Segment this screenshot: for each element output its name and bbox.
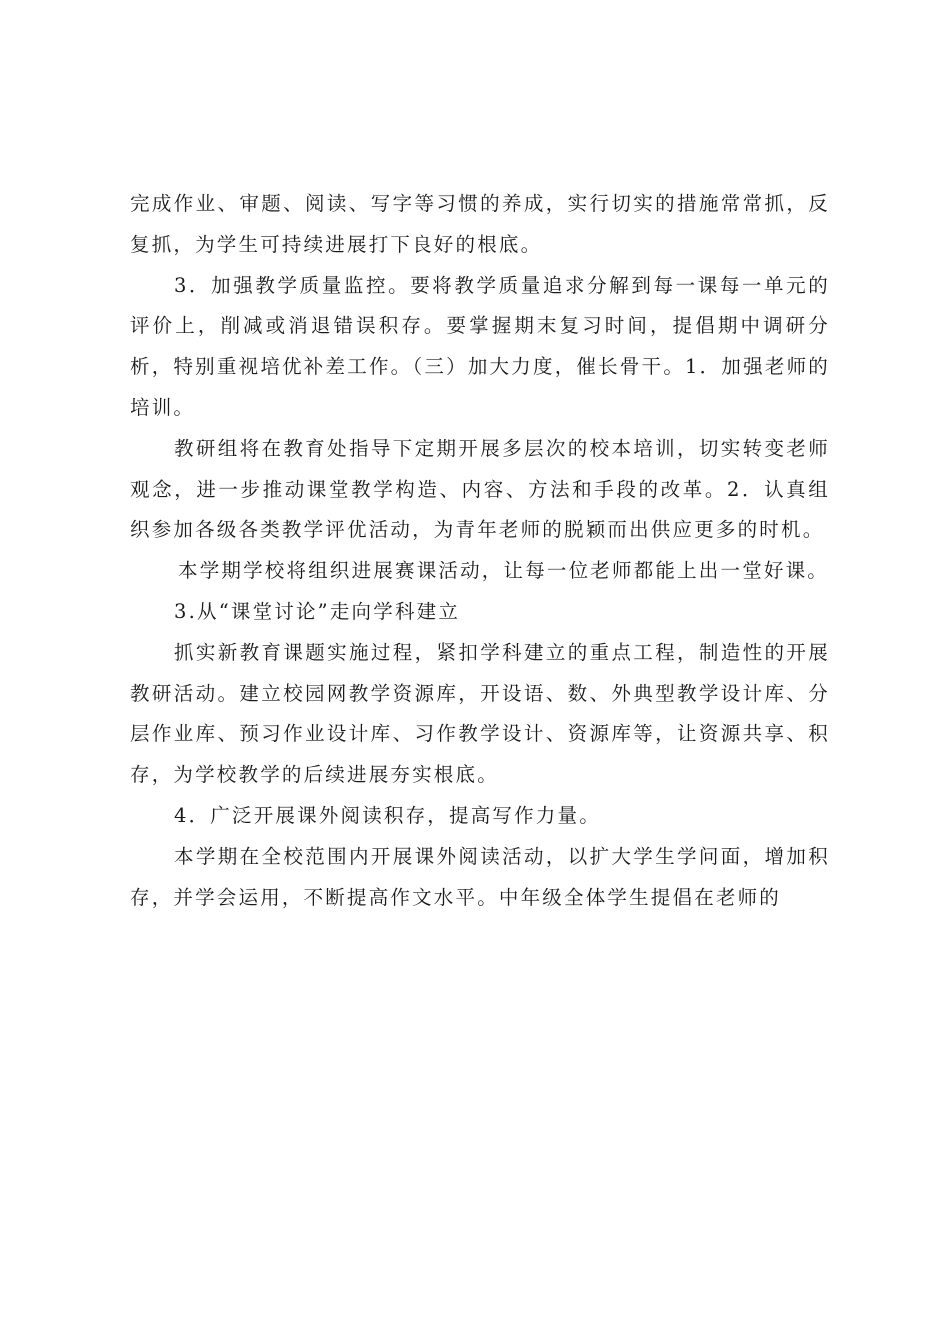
section-heading-subject-building: 3.从“课堂讨论”走向学科建立 — [174, 599, 461, 623]
paragraph-lesson-contest: 本学期学校将组织进展赛课活动，让每一位老师都能上出一堂好课。 — [178, 559, 830, 583]
paragraph-reading-activity: 本学期在全校范围内开展课外阅读活动，以扩大学生学问面，增加积存，并学会运用，不断提高作文水平。中年级全体学生提倡在老师的 — [130, 844, 830, 909]
document-body — [130, 184, 830, 918]
paragraph-quality-monitoring: 3．加强教学质量监控。要将教学质量追求分解到每一课每一单元的评价上，削减或消退错误积存。要掌握期末复习时间，提倡期中调研分析，特别重视培优补差工作。（三）加大力度，催长骨干。1．加强老师的培训。 — [130, 273, 830, 419]
paragraph-teacher-training: 教研组将在教育处指导下定期开展多层次的校本培训，切实转变老师观念，进一步推动课堂教学构造、内容、方法和手段的改革。2．认真组织参加各级各类教学评优活动，为青年老师的脱颖而出供应更多的时机。 — [130, 436, 830, 542]
paragraph-subject-building: 抓实新教育课题实施过程，紧扣学科建立的重点工程，制造性的开展教研活动。建立校园网教学资源库，开设语、数、外典型教学设计库、分层作业库、预习作业设计库、习作教学设计、资源库等，让资源共享、积存，为学校教学的后续进展夯实根底。 — [130, 640, 830, 787]
section-heading-extracurricular-reading: 4．广泛开展课外阅读积存，提高写作力量。 — [174, 803, 601, 827]
paragraph-continuation: 完成作业、审题、阅读、写字等习惯的养成，实行切实的措施常常抓，反复抓，为学生可持续进展打下良好的根底。 — [130, 192, 830, 256]
